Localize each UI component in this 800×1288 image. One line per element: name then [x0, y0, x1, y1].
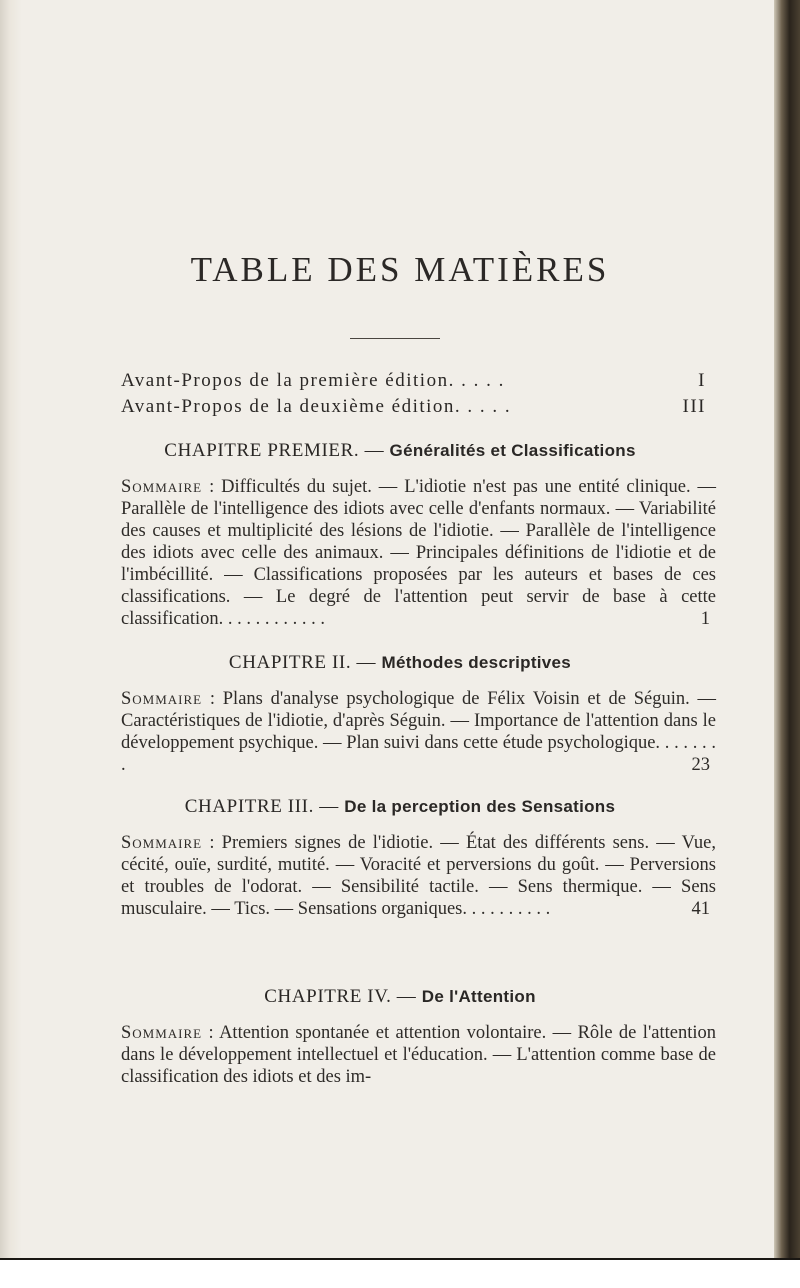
- chapter-heading-1: [0, 440, 800, 462]
- toc-entry-avant-propos-2: [121, 396, 706, 420]
- summary-lead: Sommaire: [121, 689, 203, 709]
- page-gutter: [0, 0, 22, 1288]
- toc-page-number: 1: [700, 609, 710, 629]
- summary-lead: Sommaire: [121, 477, 203, 497]
- chapter-number: CHAPITRE IV. —: [264, 986, 417, 1007]
- title-divider: [350, 338, 440, 339]
- chapter-title: De l'Attention: [421, 987, 536, 1006]
- chapter-number: CHAPITRE PREMIER. —: [164, 440, 385, 461]
- toc-entry-label: Avant-Propos de la première édition. . . . .: [121, 370, 505, 391]
- chapter-heading-4: [0, 986, 800, 1008]
- summary-text: : Attention spontanée et attention volontaire. — Rôle de l'attention dans le développement intellectuel et l'éducation. — L'attention comme base de classification des idiots et des im-: [121, 1023, 717, 1087]
- toc-entry-avant-propos-1: [121, 370, 706, 394]
- chapter-summary-3: [121, 832, 716, 920]
- chapter-summary-1: [121, 476, 716, 630]
- chapter-title: Méthodes descriptives: [381, 653, 572, 672]
- page-bottom-edge: [0, 1258, 800, 1288]
- summary-text: : Premiers signes de l'idiotie. — État des différents sens. — Vue, cécité, ouïe, surdité, mutité. — Voracité et perversions du goût. — Perversions et troubles de l'odorat. — Sensibilité tactile. — Sens thermique. — Sens musculaire. — Tics. — Sensations organiques. . . . . . . . . .: [121, 833, 716, 919]
- page-title: TABLE DES MATIÈRES: [190, 250, 610, 289]
- chapter-summary-2: [121, 688, 716, 776]
- chapter-title: De la perception des Sensations: [344, 797, 616, 816]
- page-edge-shadow: [774, 0, 800, 1260]
- chapter-number: CHAPITRE III. —: [184, 796, 339, 817]
- summary-text: : Plans d'analyse psychologique de Félix Voisin et de Séguin. — Caractéristiques de l'idiotie, d'après Séguin. — Importance de l'attention dans le développement psychique. — Plan suivi dans cette étude psychologique. . . . . . . .: [121, 689, 716, 775]
- toc-page-number: 41: [691, 899, 710, 919]
- chapter-summary-4: [121, 1022, 716, 1088]
- toc-page-number: I: [698, 370, 706, 391]
- chapter-number: CHAPITRE II. —: [228, 652, 377, 673]
- chapter-title: Généralités et Classifications: [389, 441, 636, 460]
- toc-page-number: 23: [691, 755, 710, 775]
- chapter-heading-2: [0, 652, 800, 674]
- chapter-heading-3: [0, 796, 800, 818]
- toc-entry-label: Avant-Propos de la deuxième édition. . . . .: [121, 396, 512, 417]
- summary-lead: Sommaire: [121, 833, 203, 853]
- summary-lead: Sommaire: [121, 1023, 203, 1043]
- summary-text: : Difficultés du sujet. — L'idiotie n'est pas une entité clinique. — Parallèle de l'intelligence des idiots avec celle d'enfants normaux. — Variabilité des causes et multiplicité des lésions de l'idiotie. — Parallèle de l'intelligence des idiots avec celle des animaux. — Principales définitions de l'idiotie et de l'imbécillité. — Classifications proposées par les auteurs et bases de ces classifications. — Le degré de l'attention peut servir de base à cette classification. . . . . . . . . . . .: [121, 477, 717, 629]
- toc-page-number: III: [682, 396, 706, 417]
